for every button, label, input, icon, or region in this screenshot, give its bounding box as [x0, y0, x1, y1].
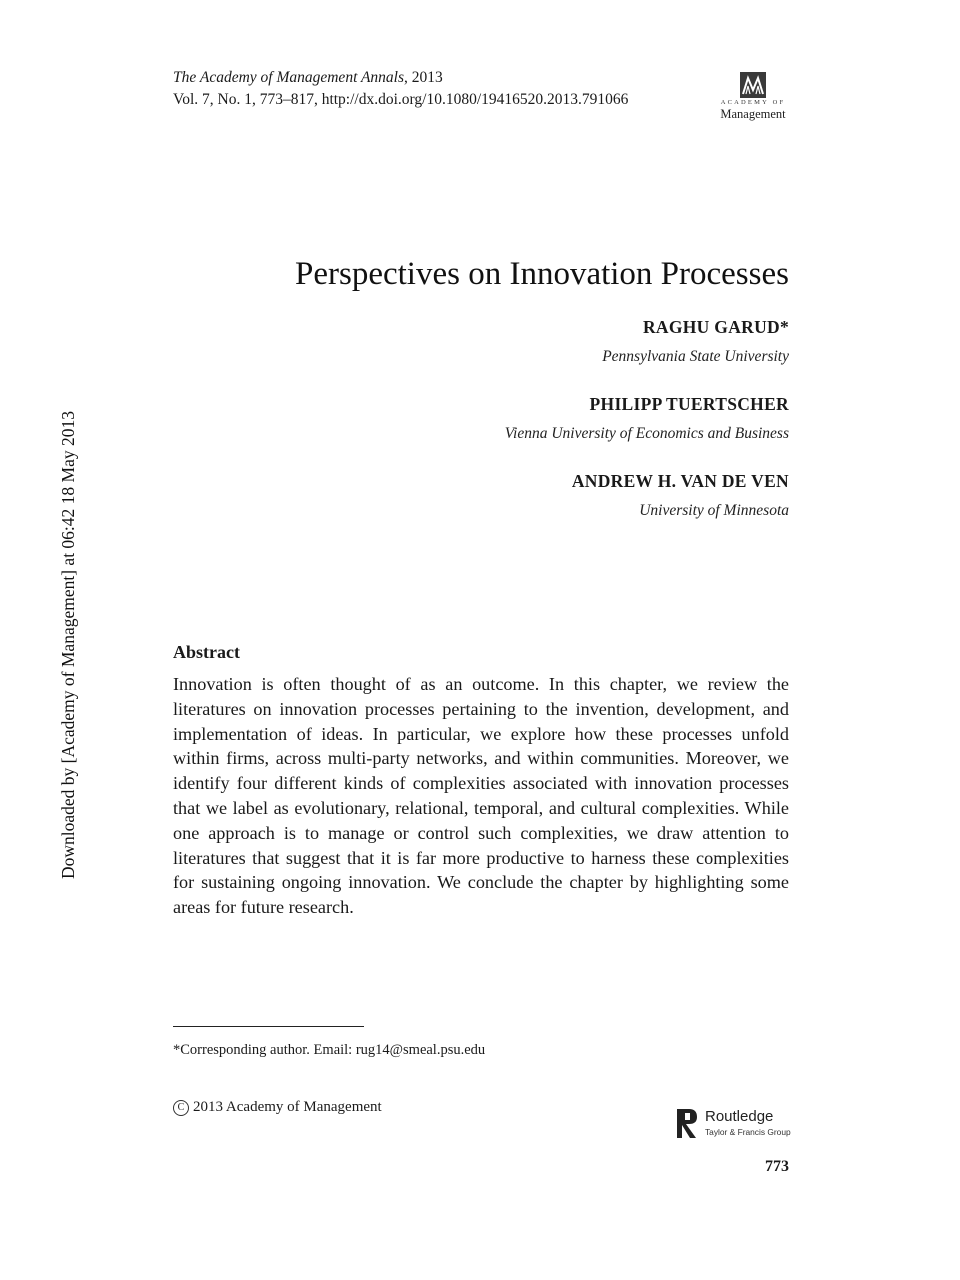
page-number: 773	[765, 1158, 789, 1175]
copyright-notice	[173, 1097, 382, 1117]
routledge-subtitle: Taylor & Francis Group	[705, 1127, 791, 1137]
volume-doi-line: Vol. 7, No. 1, 773–817, http://dx.doi.org/10.1080/19416520.2013.791066	[173, 91, 629, 108]
journal-name: The Academy of Management Annals	[173, 69, 405, 86]
aom-mark-icon	[740, 72, 766, 98]
corresponding-author-footnote: *Corresponding author. Email: rug14@smeal.psu.edu	[173, 1042, 486, 1058]
academy-of-management-logo	[716, 72, 790, 122]
aom-logo-big-text: Management	[720, 107, 786, 121]
author-name: ANDREW H. VAN DE VEN	[571, 471, 789, 491]
author-name: RAGHU GARUD*	[642, 317, 789, 337]
author-affiliation: Pennsylvania State University	[602, 348, 789, 365]
download-sidebar	[56, 380, 80, 910]
author-affiliation: University of Minnesota	[639, 502, 789, 519]
routledge-name: Routledge	[705, 1108, 774, 1125]
download-note: Downloaded by [Academy of Management] at 06:42 18 May 2013	[58, 411, 78, 880]
abstract-text: Innovation is often thought of as an outcome. In this chapter, we review the literatures on innovation processes pertaining to the invention, development, and implementation of ideas. In particular, we explore how these processes unfold within firms, across multi-party networks, and within communities. Moreover, we identify four different kinds of complexities associated with innovation processes that we label as evolutionary, relational, temporal, and cultural complexities. While one approach is to manage or control such complexities, we draw attention to literatures that suggest that it is far more productive to harness these complexities for sustaining ongoing innovation. We conclude the chapter by highlighting some areas for future research.	[173, 674, 789, 918]
footnote-divider	[173, 1026, 364, 1027]
journal-citation	[173, 68, 443, 88]
author-name: PHILIPP TUERTSCHER	[589, 394, 789, 414]
copyright-text: 2013 Academy of Management	[193, 1099, 382, 1115]
abstract-heading: Abstract	[173, 642, 240, 662]
aom-logo-small-text: ACADEMY OF	[720, 99, 786, 106]
copyright-icon: C	[173, 1100, 189, 1116]
article-title: Perspectives on Innovation Processes	[295, 256, 789, 292]
routledge-logo	[677, 1106, 793, 1140]
routledge-r-icon	[677, 1106, 699, 1140]
author-affiliation: Vienna University of Economics and Business	[504, 425, 789, 442]
journal-year: , 2013	[404, 69, 443, 86]
